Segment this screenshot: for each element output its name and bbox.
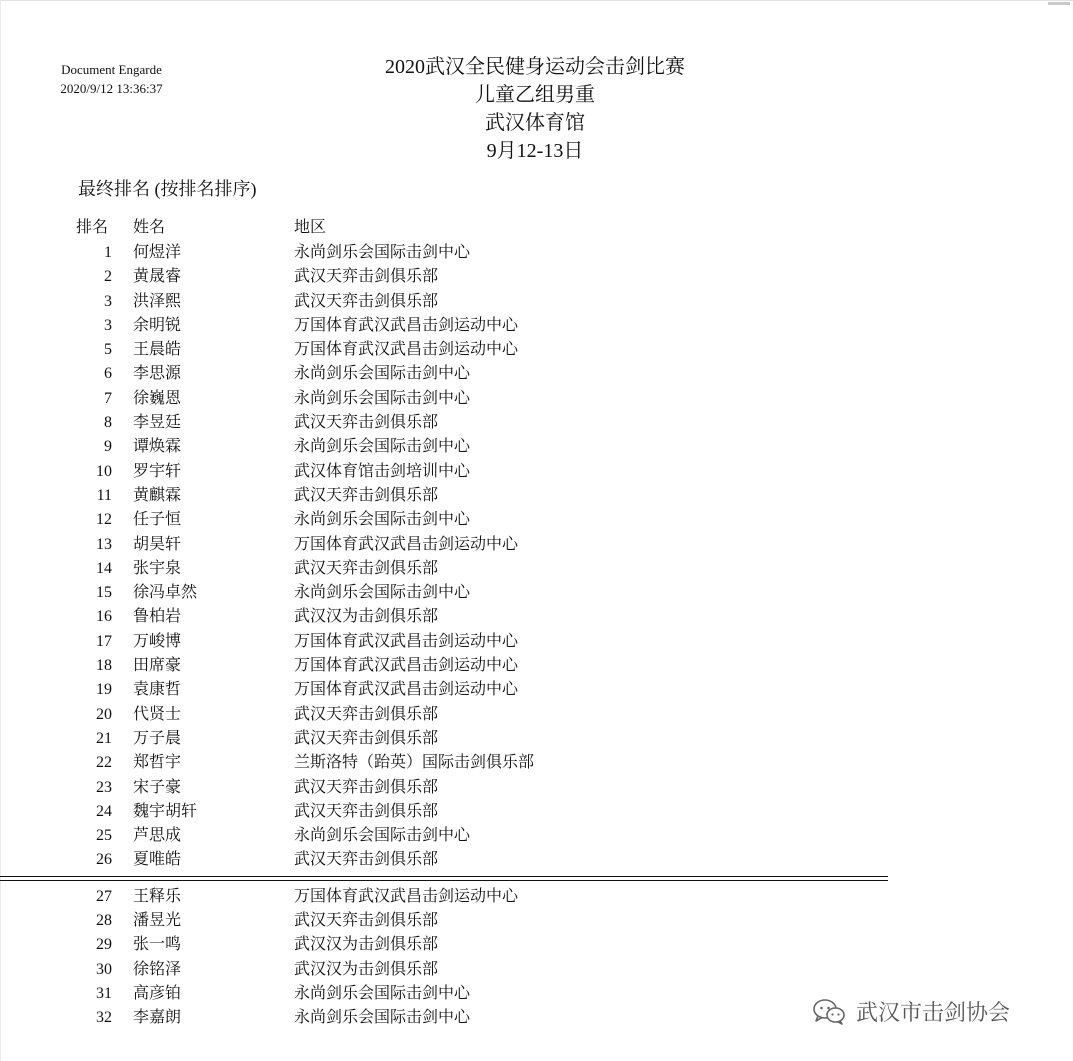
rank-cell: 24: [96, 802, 112, 820]
table-row: [0, 533, 900, 557]
table-row: [0, 338, 900, 362]
rank-cell: 25: [96, 827, 112, 845]
event-category: 儿童乙组男重: [475, 84, 595, 106]
table-row: [0, 654, 900, 678]
table-row: [0, 751, 900, 775]
table-row: [0, 290, 900, 314]
rank-cell: 26: [96, 851, 112, 869]
name-cell: 徐巍恩: [133, 389, 182, 407]
name-cell: 高彦铂: [133, 984, 182, 1002]
name-cell: 徐铭泽: [133, 960, 182, 978]
name-cell: 田席豪: [133, 657, 182, 675]
region-cell: 永尚剑乐会国际击剑中心: [294, 244, 471, 261]
rank-cell: 28: [96, 912, 112, 930]
rank-cell: 15: [96, 584, 112, 602]
table-row: [0, 508, 900, 532]
region-cell: 永尚剑乐会国际击剑中心: [294, 511, 471, 529]
rank-cell: 23: [96, 778, 112, 796]
column-header-name: 姓名: [133, 219, 166, 236]
table-row: [0, 678, 900, 702]
region-cell: 武汉天弈击剑俱乐部: [294, 912, 439, 930]
table-row: [0, 484, 900, 508]
name-cell: 胡昊轩: [133, 535, 182, 553]
name-cell: 李昱廷: [133, 414, 182, 432]
region-cell: 武汉天弈击剑俱乐部: [294, 851, 439, 869]
table-row: [0, 1006, 900, 1030]
table-row: [0, 630, 900, 654]
table-row: [0, 982, 900, 1006]
region-cell: 武汉天弈击剑俱乐部: [294, 778, 439, 796]
rank-cell: 31: [96, 984, 112, 1002]
region-cell: 万国体育武汉武昌击剑运动中心: [294, 887, 519, 905]
document-header: [320, 53, 750, 165]
name-cell: 魏宇胡轩: [133, 802, 198, 820]
name-cell: 万子晨: [133, 729, 182, 747]
table-row: [0, 314, 900, 338]
corner-mark: [1048, 2, 1070, 5]
name-cell: 谭焕霖: [133, 438, 182, 456]
table-row: [0, 581, 900, 605]
region-cell: 永尚剑乐会国际击剑中心: [294, 1009, 471, 1027]
region-cell: 武汉天弈击剑俱乐部: [294, 292, 439, 310]
table-row: [0, 776, 900, 800]
table-row: [0, 824, 900, 848]
table-row: [0, 435, 900, 459]
region-cell: 武汉天弈击剑俱乐部: [294, 802, 439, 820]
region-cell: 武汉汉为击剑俱乐部: [294, 936, 439, 954]
document-meta: [44, 60, 179, 98]
rank-cell: 8: [104, 414, 112, 432]
region-cell: 武汉天弈击剑俱乐部: [294, 486, 439, 504]
region-cell: 万国体育武汉武昌击剑运动中心: [294, 632, 519, 650]
name-cell: 李思源: [133, 365, 182, 383]
table-row: [0, 241, 900, 265]
region-cell: 万国体育武汉武昌击剑运动中心: [294, 341, 519, 359]
table-cut-line: [0, 873, 900, 885]
region-cell: 万国体育武汉武昌击剑运动中心: [294, 535, 519, 553]
software-name: Document Engarde: [61, 62, 162, 77]
rank-cell: 1: [104, 244, 112, 261]
competition-title: 2020武汉全民健身运动会击剑比赛: [385, 56, 685, 78]
name-cell: 何煜洋: [133, 244, 182, 261]
table-row: [0, 909, 900, 933]
region-cell: 永尚剑乐会国际击剑中心: [294, 365, 471, 383]
rank-cell: 11: [96, 486, 112, 504]
name-cell: 罗宇轩: [133, 462, 182, 480]
rank-cell: 10: [96, 462, 112, 480]
table-row: [0, 848, 900, 872]
column-header-rank: 排名: [76, 219, 109, 236]
rank-cell: 9: [104, 438, 112, 456]
region-cell: 武汉天弈击剑俱乐部: [294, 559, 439, 577]
rank-cell: 12: [96, 511, 112, 529]
table-header-row: [0, 215, 900, 241]
ranking-table: [0, 215, 900, 1031]
name-cell: 万峻博: [133, 632, 182, 650]
region-cell: 武汉天弈击剑俱乐部: [294, 268, 439, 286]
table-row: [0, 411, 900, 435]
name-cell: 夏唯皓: [133, 851, 182, 869]
table-row: [0, 362, 900, 386]
name-cell: 任子恒: [133, 511, 182, 529]
event-venue: 武汉体育馆: [485, 112, 585, 134]
rank-cell: 13: [96, 535, 112, 553]
rank-cell: 17: [96, 632, 112, 650]
rank-cell: 30: [96, 960, 112, 978]
wechat-icon: [812, 998, 846, 1026]
name-cell: 张一鸣: [133, 936, 182, 954]
rank-cell: 19: [96, 681, 112, 699]
name-cell: 徐冯卓然: [133, 584, 198, 602]
name-cell: 黄晟睿: [133, 268, 182, 286]
region-cell: 永尚剑乐会国际击剑中心: [294, 584, 471, 602]
region-cell: 武汉体育馆击剑培训中心: [294, 462, 471, 480]
rank-cell: 29: [96, 936, 112, 954]
ranking-rows-top: [0, 241, 900, 873]
rank-cell: 21: [96, 729, 112, 747]
table-row: [0, 958, 900, 982]
region-cell: 万国体育武汉武昌击剑运动中心: [294, 657, 519, 675]
table-row: [0, 460, 900, 484]
rank-cell: 18: [96, 657, 112, 675]
region-cell: 兰斯洛特（跆英）国际击剑俱乐部: [294, 754, 535, 772]
name-cell: 宋子豪: [133, 778, 182, 796]
table-row: [0, 933, 900, 957]
region-cell: 永尚剑乐会国际击剑中心: [294, 438, 471, 456]
name-cell: 王晨皓: [133, 341, 182, 359]
name-cell: 郑哲宇: [133, 754, 182, 772]
name-cell: 洪泽熙: [133, 292, 182, 310]
region-cell: 武汉天弈击剑俱乐部: [294, 705, 439, 723]
table-row: [0, 557, 900, 581]
rank-cell: 5: [104, 341, 112, 359]
name-cell: 王释乐: [133, 887, 182, 905]
watermark-text: 武汉市击剑协会: [856, 1001, 1011, 1026]
page-edge-top: [0, 0, 1073, 1]
rank-cell: 32: [96, 1009, 112, 1027]
region-cell: 永尚剑乐会国际击剑中心: [294, 984, 471, 1002]
table-row: [0, 605, 900, 629]
column-header-region: 地区: [294, 219, 327, 236]
rank-cell: 20: [96, 705, 112, 723]
name-cell: 李嘉朗: [133, 1009, 182, 1027]
region-cell: 武汉天弈击剑俱乐部: [294, 729, 439, 747]
table-row: [0, 885, 900, 909]
region-cell: 武汉汉为击剑俱乐部: [294, 960, 439, 978]
table-row: [0, 265, 900, 289]
region-cell: 永尚剑乐会国际击剑中心: [294, 389, 471, 407]
name-cell: 代贤士: [133, 705, 182, 723]
name-cell: 潘昱光: [133, 912, 182, 930]
rank-cell: 6: [104, 365, 112, 383]
name-cell: 袁康哲: [133, 681, 182, 699]
table-row: [0, 727, 900, 751]
rank-cell: 3: [104, 292, 112, 310]
rank-cell: 2: [104, 268, 112, 286]
region-cell: 武汉天弈击剑俱乐部: [294, 414, 439, 432]
region-cell: 永尚剑乐会国际击剑中心: [294, 827, 471, 845]
region-cell: 万国体育武汉武昌击剑运动中心: [294, 316, 519, 334]
rank-cell: 3: [104, 316, 112, 334]
account-watermark: [812, 996, 1010, 1027]
print-timestamp: 2020/9/12 13:36:37: [60, 81, 163, 96]
table-row: [0, 703, 900, 727]
table-row: [0, 800, 900, 824]
ranking-rows-bottom: [0, 885, 900, 1031]
name-cell: 鲁柏岩: [133, 608, 182, 626]
name-cell: 余明锐: [133, 316, 182, 334]
rank-cell: 16: [96, 608, 112, 626]
rank-cell: 7: [104, 389, 112, 407]
region-cell: 万国体育武汉武昌击剑运动中心: [294, 681, 519, 699]
name-cell: 张宇泉: [133, 559, 182, 577]
rank-cell: 22: [96, 754, 112, 772]
name-cell: 黄麒霖: [133, 486, 182, 504]
rank-cell: 27: [96, 887, 112, 905]
table-row: [0, 387, 900, 411]
section-title: 最终排名 (按排名排序): [78, 179, 257, 199]
rank-cell: 14: [96, 559, 112, 577]
event-dates: 9月12-13日: [486, 140, 584, 162]
name-cell: 芦思成: [133, 827, 182, 845]
region-cell: 武汉汉为击剑俱乐部: [294, 608, 439, 626]
